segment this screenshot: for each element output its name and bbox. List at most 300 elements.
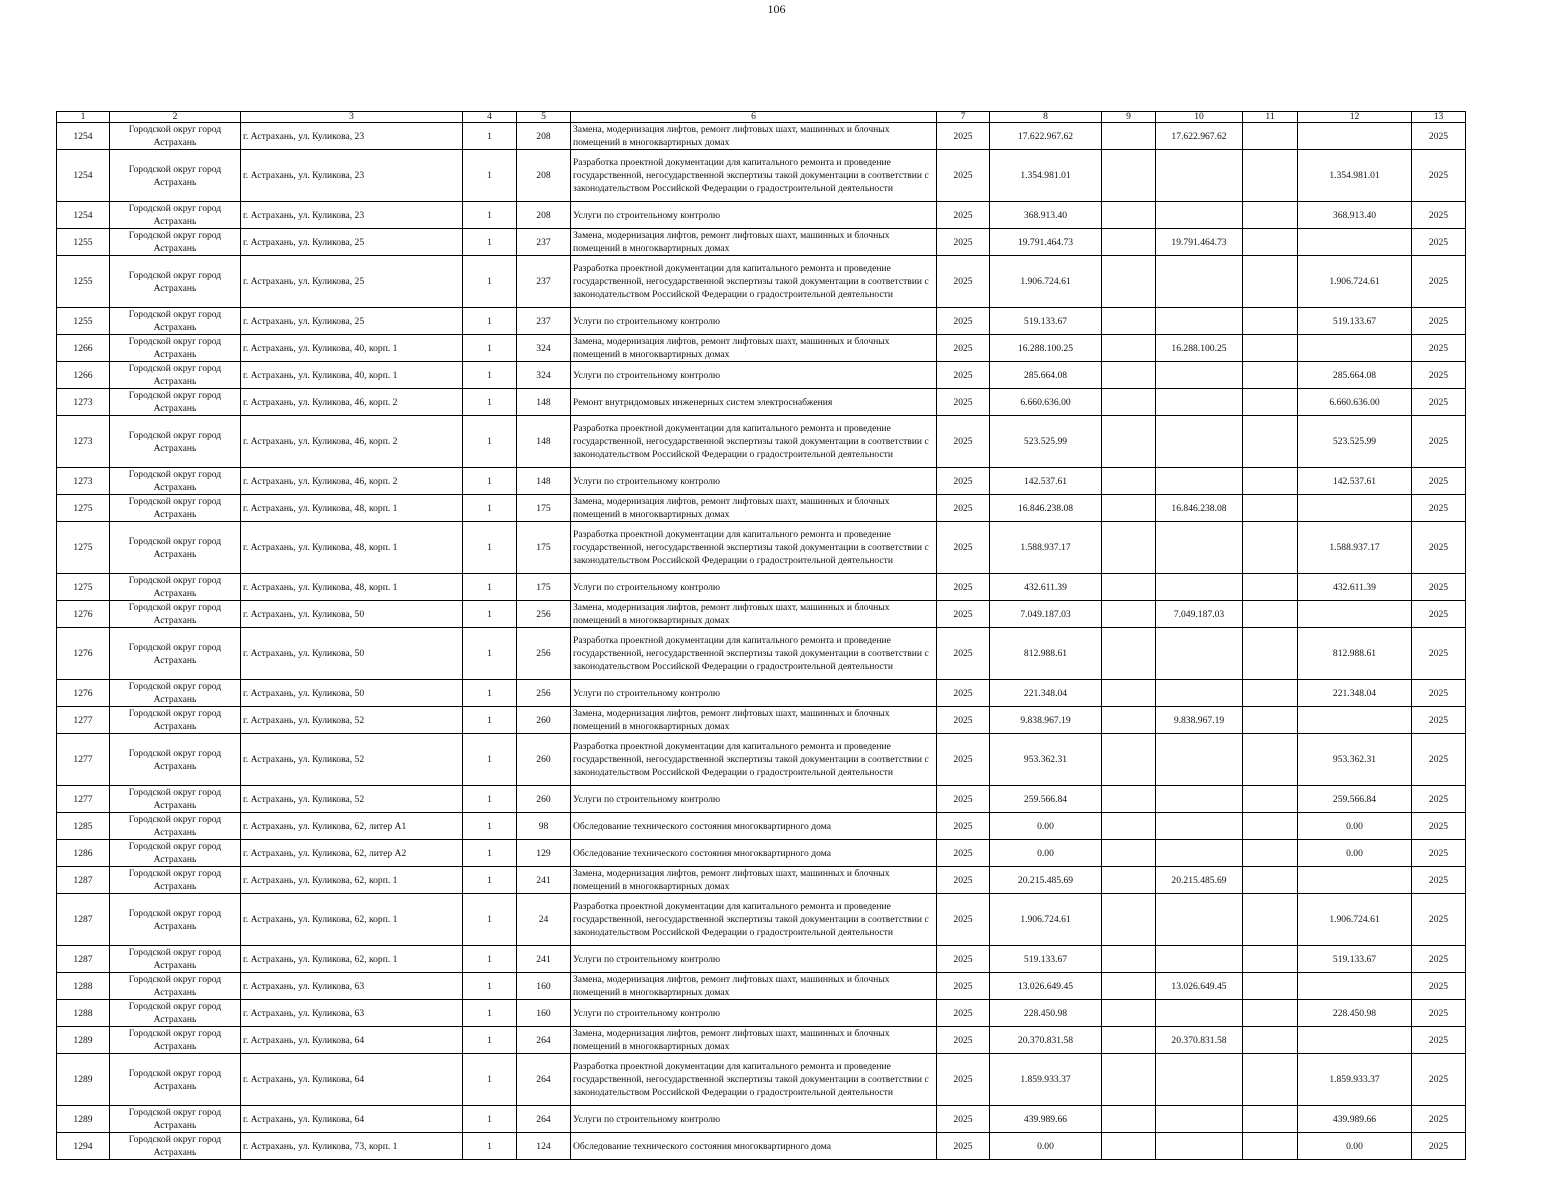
column-number-row [57, 112, 1466, 123]
col13-cell: 2025 [1412, 813, 1466, 840]
col5-cell: 160 [517, 973, 571, 1000]
col9-cell [1102, 335, 1156, 362]
col9-cell [1102, 522, 1156, 574]
table-row [57, 786, 1466, 813]
municipality-cell: Городской округ город Астрахань [110, 894, 241, 946]
address-cell: г. Астрахань, ул. Куликова, 50 [241, 601, 463, 628]
column-header: 13 [1412, 112, 1466, 123]
work-type-cell: Разработка проектной документации для капитального ремонта и проведение государственной, негосударственной экспертизы такой документации в соответствии с законодательством Российской Федерации о градостроительной деятельности [571, 150, 937, 202]
col4-cell: 1 [463, 1000, 517, 1027]
col10-cell: 16.846.238.08 [1156, 495, 1243, 522]
col13-cell: 2025 [1412, 256, 1466, 308]
work-type-cell: Обследование технического состояния многоквартирного дома [571, 840, 937, 867]
total-cost-cell: 432.611.39 [990, 574, 1102, 601]
col12-cell: 812.988.61 [1298, 628, 1412, 680]
work-type-cell: Услуги по строительному контролю [571, 946, 937, 973]
col11-cell [1243, 468, 1298, 495]
municipality-cell: Городской округ город Астрахань [110, 840, 241, 867]
year-cell: 2025 [937, 1027, 990, 1054]
col5-cell: 237 [517, 256, 571, 308]
col12-cell: 432.611.39 [1298, 574, 1412, 601]
col5-cell: 124 [517, 1133, 571, 1160]
row-id-cell: 1254 [57, 202, 110, 229]
year-cell: 2025 [937, 256, 990, 308]
col4-cell: 1 [463, 468, 517, 495]
address-cell: г. Астрахань, ул. Куликова, 73, корп. 1 [241, 1133, 463, 1160]
col11-cell [1243, 628, 1298, 680]
row-id-cell: 1287 [57, 894, 110, 946]
column-header: 8 [990, 112, 1102, 123]
col12-cell: 519.133.67 [1298, 946, 1412, 973]
year-cell: 2025 [937, 1133, 990, 1160]
address-cell: г. Астрахань, ул. Куликова, 50 [241, 628, 463, 680]
col11-cell [1243, 335, 1298, 362]
total-cost-cell: 20.215.485.69 [990, 867, 1102, 894]
year-cell: 2025 [937, 601, 990, 628]
year-cell: 2025 [937, 389, 990, 416]
total-cost-cell: 368.913.40 [990, 202, 1102, 229]
col10-cell [1156, 1054, 1243, 1106]
col9-cell [1102, 946, 1156, 973]
col12-cell: 228.450.98 [1298, 1000, 1412, 1027]
col13-cell: 2025 [1412, 202, 1466, 229]
total-cost-cell: 1.906.724.61 [990, 894, 1102, 946]
address-cell: г. Астрахань, ул. Куликова, 52 [241, 734, 463, 786]
row-id-cell: 1276 [57, 680, 110, 707]
table-row [57, 946, 1466, 973]
col12-cell: 221.348.04 [1298, 680, 1412, 707]
year-cell: 2025 [937, 308, 990, 335]
col9-cell [1102, 362, 1156, 389]
year-cell: 2025 [937, 335, 990, 362]
row-id-cell: 1289 [57, 1027, 110, 1054]
total-cost-cell: 17.622.967.62 [990, 123, 1102, 150]
col10-cell [1156, 680, 1243, 707]
col9-cell [1102, 1133, 1156, 1160]
address-cell: г. Астрахань, ул. Куликова, 46, корп. 2 [241, 389, 463, 416]
year-cell: 2025 [937, 229, 990, 256]
col11-cell [1243, 813, 1298, 840]
table-row [57, 813, 1466, 840]
col12-cell: 1.354.981.01 [1298, 150, 1412, 202]
col12-cell: 1.906.724.61 [1298, 894, 1412, 946]
address-cell: г. Астрахань, ул. Куликова, 48, корп. 1 [241, 495, 463, 522]
address-cell: г. Астрахань, ул. Куликова, 23 [241, 150, 463, 202]
total-cost-cell: 20.370.831.58 [990, 1027, 1102, 1054]
col12-cell: 953.362.31 [1298, 734, 1412, 786]
col10-cell: 16.288.100.25 [1156, 335, 1243, 362]
year-cell: 2025 [937, 734, 990, 786]
col4-cell: 1 [463, 389, 517, 416]
address-cell: г. Астрахань, ул. Куликова, 23 [241, 123, 463, 150]
address-cell: г. Астрахань, ул. Куликова, 46, корп. 2 [241, 468, 463, 495]
col10-cell [1156, 202, 1243, 229]
col9-cell [1102, 1054, 1156, 1106]
row-id-cell: 1275 [57, 574, 110, 601]
col11-cell [1243, 308, 1298, 335]
table-row [57, 308, 1466, 335]
col5-cell: 208 [517, 202, 571, 229]
municipality-cell: Городской округ город Астрахань [110, 522, 241, 574]
total-cost-cell: 6.660.636.00 [990, 389, 1102, 416]
col11-cell [1243, 522, 1298, 574]
col5-cell: 260 [517, 707, 571, 734]
page-number: 106 [767, 2, 786, 16]
col12-cell: 1.906.724.61 [1298, 256, 1412, 308]
table-row [57, 229, 1466, 256]
row-id-cell: 1294 [57, 1133, 110, 1160]
col5-cell: 264 [517, 1027, 571, 1054]
col4-cell: 1 [463, 416, 517, 468]
col10-cell [1156, 522, 1243, 574]
municipality-cell: Городской округ город Астрахань [110, 202, 241, 229]
col4-cell: 1 [463, 574, 517, 601]
col11-cell [1243, 1054, 1298, 1106]
col9-cell [1102, 1027, 1156, 1054]
col10-cell [1156, 362, 1243, 389]
col12-cell [1298, 495, 1412, 522]
work-type-cell: Замена, модернизация лифтов, ремонт лифтовых шахт, машинных и блочных помещений в многоквартирных домах [571, 601, 937, 628]
row-id-cell: 1287 [57, 867, 110, 894]
col10-cell: 20.370.831.58 [1156, 1027, 1243, 1054]
col5-cell: 324 [517, 335, 571, 362]
col12-cell [1298, 335, 1412, 362]
column-header: 10 [1156, 112, 1243, 123]
col4-cell: 1 [463, 680, 517, 707]
table-row [57, 150, 1466, 202]
col4-cell: 1 [463, 946, 517, 973]
row-id-cell: 1275 [57, 522, 110, 574]
work-type-cell: Замена, модернизация лифтов, ремонт лифтовых шахт, машинных и блочных помещений в многоквартирных домах [571, 1027, 937, 1054]
address-cell: г. Астрахань, ул. Куликова, 40, корп. 1 [241, 335, 463, 362]
col13-cell: 2025 [1412, 973, 1466, 1000]
municipality-cell: Городской округ город Астрахань [110, 1054, 241, 1106]
total-cost-cell: 439.989.66 [990, 1106, 1102, 1133]
work-type-cell: Замена, модернизация лифтов, ремонт лифтовых шахт, машинных и блочных помещений в многоквартирных домах [571, 123, 937, 150]
col10-cell: 13.026.649.45 [1156, 973, 1243, 1000]
total-cost-cell: 523.525.99 [990, 416, 1102, 468]
col10-cell [1156, 1133, 1243, 1160]
table-row [57, 601, 1466, 628]
col5-cell: 264 [517, 1054, 571, 1106]
col5-cell: 129 [517, 840, 571, 867]
address-cell: г. Астрахань, ул. Куликова, 23 [241, 202, 463, 229]
work-type-cell: Разработка проектной документации для капитального ремонта и проведение государственной, негосударственной экспертизы такой документации в соответствии с законодательством Российской Федерации о градостроительной деятельности [571, 256, 937, 308]
col5-cell: 148 [517, 468, 571, 495]
col4-cell: 1 [463, 495, 517, 522]
year-cell: 2025 [937, 867, 990, 894]
col4-cell: 1 [463, 1106, 517, 1133]
table-row [57, 840, 1466, 867]
row-id-cell: 1276 [57, 601, 110, 628]
col12-cell [1298, 1027, 1412, 1054]
col11-cell [1243, 680, 1298, 707]
col12-cell: 142.537.61 [1298, 468, 1412, 495]
col5-cell: 256 [517, 628, 571, 680]
row-id-cell: 1266 [57, 335, 110, 362]
column-header: 4 [463, 112, 517, 123]
col13-cell: 2025 [1412, 786, 1466, 813]
col11-cell [1243, 1106, 1298, 1133]
col9-cell [1102, 680, 1156, 707]
row-id-cell: 1254 [57, 150, 110, 202]
address-cell: г. Астрахань, ул. Куликова, 64 [241, 1054, 463, 1106]
col12-cell [1298, 229, 1412, 256]
table-row [57, 894, 1466, 946]
col13-cell: 2025 [1412, 1133, 1466, 1160]
table-row [57, 495, 1466, 522]
table-row [57, 680, 1466, 707]
address-cell: г. Астрахань, ул. Куликова, 64 [241, 1106, 463, 1133]
row-id-cell: 1273 [57, 416, 110, 468]
work-type-cell: Разработка проектной документации для капитального ремонта и проведение государственной, негосударственной экспертизы такой документации в соответствии с законодательством Российской Федерации о градостроительной деятельности [571, 522, 937, 574]
address-cell: г. Астрахань, ул. Куликова, 63 [241, 973, 463, 1000]
year-cell: 2025 [937, 894, 990, 946]
col12-cell: 0.00 [1298, 840, 1412, 867]
table-body [57, 123, 1466, 1160]
address-cell: г. Астрахань, ул. Куликова, 64 [241, 1027, 463, 1054]
row-id-cell: 1255 [57, 256, 110, 308]
municipality-cell: Городской округ город Астрахань [110, 1000, 241, 1027]
col4-cell: 1 [463, 1133, 517, 1160]
col11-cell [1243, 601, 1298, 628]
col5-cell: 256 [517, 601, 571, 628]
col9-cell [1102, 256, 1156, 308]
col11-cell [1243, 867, 1298, 894]
municipality-cell: Городской округ город Астрахань [110, 973, 241, 1000]
table-row [57, 734, 1466, 786]
col4-cell: 1 [463, 786, 517, 813]
col13-cell: 2025 [1412, 308, 1466, 335]
total-cost-cell: 812.988.61 [990, 628, 1102, 680]
municipality-cell: Городской округ город Астрахань [110, 229, 241, 256]
col10-cell: 9.838.967.19 [1156, 707, 1243, 734]
col4-cell: 1 [463, 867, 517, 894]
col13-cell: 2025 [1412, 522, 1466, 574]
row-id-cell: 1266 [57, 362, 110, 389]
row-id-cell: 1289 [57, 1106, 110, 1133]
col5-cell: 148 [517, 416, 571, 468]
municipality-cell: Городской округ город Астрахань [110, 707, 241, 734]
col10-cell [1156, 840, 1243, 867]
col13-cell: 2025 [1412, 867, 1466, 894]
row-id-cell: 1277 [57, 734, 110, 786]
col13-cell: 2025 [1412, 229, 1466, 256]
col9-cell [1102, 574, 1156, 601]
col12-cell: 6.660.636.00 [1298, 389, 1412, 416]
col12-cell: 1.588.937.17 [1298, 522, 1412, 574]
col10-cell [1156, 1106, 1243, 1133]
year-cell: 2025 [937, 202, 990, 229]
col10-cell: 20.215.485.69 [1156, 867, 1243, 894]
col9-cell [1102, 813, 1156, 840]
col12-cell: 0.00 [1298, 813, 1412, 840]
column-header: 6 [571, 112, 937, 123]
total-cost-cell: 0.00 [990, 1133, 1102, 1160]
col13-cell: 2025 [1412, 1027, 1466, 1054]
col10-cell [1156, 1000, 1243, 1027]
col4-cell: 1 [463, 202, 517, 229]
col10-cell [1156, 734, 1243, 786]
row-id-cell: 1275 [57, 495, 110, 522]
col5-cell: 264 [517, 1106, 571, 1133]
col5-cell: 24 [517, 894, 571, 946]
year-cell: 2025 [937, 574, 990, 601]
year-cell: 2025 [937, 946, 990, 973]
col10-cell [1156, 894, 1243, 946]
municipality-cell: Городской округ город Астрахань [110, 495, 241, 522]
col13-cell: 2025 [1412, 1106, 1466, 1133]
col12-cell [1298, 123, 1412, 150]
col10-cell: 19.791.464.73 [1156, 229, 1243, 256]
table-row [57, 867, 1466, 894]
year-cell: 2025 [937, 123, 990, 150]
total-cost-cell: 19.791.464.73 [990, 229, 1102, 256]
col11-cell [1243, 362, 1298, 389]
col12-cell: 259.566.84 [1298, 786, 1412, 813]
col11-cell [1243, 416, 1298, 468]
col5-cell: 208 [517, 123, 571, 150]
table-row [57, 522, 1466, 574]
table-row [57, 1133, 1466, 1160]
col13-cell: 2025 [1412, 628, 1466, 680]
col4-cell: 1 [463, 894, 517, 946]
col12-cell: 523.525.99 [1298, 416, 1412, 468]
municipality-cell: Городской округ город Астрахань [110, 256, 241, 308]
col10-cell: 17.622.967.62 [1156, 123, 1243, 150]
col4-cell: 1 [463, 256, 517, 308]
col13-cell: 2025 [1412, 416, 1466, 468]
row-id-cell: 1254 [57, 123, 110, 150]
col9-cell [1102, 786, 1156, 813]
row-id-cell: 1273 [57, 468, 110, 495]
table-row [57, 1106, 1466, 1133]
year-cell: 2025 [937, 840, 990, 867]
total-cost-cell: 16.846.238.08 [990, 495, 1102, 522]
table-row [57, 389, 1466, 416]
col10-cell [1156, 946, 1243, 973]
col11-cell [1243, 1000, 1298, 1027]
municipality-cell: Городской округ город Астрахань [110, 867, 241, 894]
address-cell: г. Астрахань, ул. Куликова, 46, корп. 2 [241, 416, 463, 468]
total-cost-cell: 228.450.98 [990, 1000, 1102, 1027]
col11-cell [1243, 150, 1298, 202]
total-cost-cell: 221.348.04 [990, 680, 1102, 707]
col9-cell [1102, 202, 1156, 229]
table-row [57, 256, 1466, 308]
col9-cell [1102, 707, 1156, 734]
year-cell: 2025 [937, 495, 990, 522]
col10-cell [1156, 468, 1243, 495]
col5-cell: 237 [517, 308, 571, 335]
year-cell: 2025 [937, 628, 990, 680]
total-cost-cell: 9.838.967.19 [990, 707, 1102, 734]
col4-cell: 1 [463, 1027, 517, 1054]
year-cell: 2025 [937, 416, 990, 468]
column-header: 7 [937, 112, 990, 123]
municipality-cell: Городской округ город Астрахань [110, 308, 241, 335]
row-id-cell: 1285 [57, 813, 110, 840]
col13-cell: 2025 [1412, 946, 1466, 973]
col10-cell [1156, 786, 1243, 813]
table-row [57, 1000, 1466, 1027]
col12-cell: 368.913.40 [1298, 202, 1412, 229]
address-cell: г. Астрахань, ул. Куликова, 62, корп. 1 [241, 867, 463, 894]
col13-cell: 2025 [1412, 389, 1466, 416]
work-type-cell: Разработка проектной документации для капитального ремонта и проведение государственной, негосударственной экспертизы такой документации в соответствии с законодательством Российской Федерации о градостроительной деятельности [571, 1054, 937, 1106]
col5-cell: 175 [517, 495, 571, 522]
col5-cell: 241 [517, 867, 571, 894]
col11-cell [1243, 707, 1298, 734]
work-type-cell: Замена, модернизация лифтов, ремонт лифтовых шахт, машинных и блочных помещений в многоквартирных домах [571, 973, 937, 1000]
work-type-cell: Услуги по строительному контролю [571, 680, 937, 707]
col5-cell: 241 [517, 946, 571, 973]
col12-cell: 285.664.08 [1298, 362, 1412, 389]
col12-cell: 519.133.67 [1298, 308, 1412, 335]
col4-cell: 1 [463, 973, 517, 1000]
municipality-cell: Городской округ город Астрахань [110, 574, 241, 601]
work-type-cell: Разработка проектной документации для капитального ремонта и проведение государственной, негосударственной экспертизы такой документации в соответствии с законодательством Российской Федерации о градостроительной деятельности [571, 628, 937, 680]
col12-cell: 0.00 [1298, 1133, 1412, 1160]
col12-cell: 439.989.66 [1298, 1106, 1412, 1133]
municipality-cell: Городской округ город Астрахань [110, 362, 241, 389]
col11-cell [1243, 256, 1298, 308]
total-cost-cell: 1.906.724.61 [990, 256, 1102, 308]
col13-cell: 2025 [1412, 840, 1466, 867]
work-type-cell: Разработка проектной документации для капитального ремонта и проведение государственной, негосударственной экспертизы такой документации в соответствии с законодательством Российской Федерации о градостроительной деятельности [571, 894, 937, 946]
col9-cell [1102, 840, 1156, 867]
col13-cell: 2025 [1412, 150, 1466, 202]
col13-cell: 2025 [1412, 680, 1466, 707]
col4-cell: 1 [463, 601, 517, 628]
col5-cell: 324 [517, 362, 571, 389]
row-id-cell: 1289 [57, 1054, 110, 1106]
total-cost-cell: 519.133.67 [990, 946, 1102, 973]
col4-cell: 1 [463, 150, 517, 202]
col11-cell [1243, 786, 1298, 813]
col4-cell: 1 [463, 628, 517, 680]
municipality-cell: Городской округ город Астрахань [110, 628, 241, 680]
work-type-cell: Услуги по строительному контролю [571, 468, 937, 495]
work-type-cell: Разработка проектной документации для капитального ремонта и проведение государственной, негосударственной экспертизы такой документации в соответствии с законодательством Российской Федерации о градостроительной деятельности [571, 416, 937, 468]
work-type-cell: Замена, модернизация лифтов, ремонт лифтовых шахт, машинных и блочных помещений в многоквартирных домах [571, 495, 937, 522]
col9-cell [1102, 468, 1156, 495]
col12-cell [1298, 867, 1412, 894]
address-cell: г. Астрахань, ул. Куликова, 25 [241, 308, 463, 335]
municipality-cell: Городской округ город Астрахань [110, 150, 241, 202]
total-cost-cell: 16.288.100.25 [990, 335, 1102, 362]
col10-cell [1156, 416, 1243, 468]
work-type-cell: Услуги по строительному контролю [571, 308, 937, 335]
col11-cell [1243, 574, 1298, 601]
table-row [57, 973, 1466, 1000]
col10-cell [1156, 256, 1243, 308]
row-id-cell: 1288 [57, 973, 110, 1000]
table-row [57, 1027, 1466, 1054]
col5-cell: 175 [517, 574, 571, 601]
municipality-cell: Городской округ город Астрахань [110, 680, 241, 707]
row-id-cell: 1287 [57, 946, 110, 973]
col5-cell: 260 [517, 786, 571, 813]
table-row [57, 416, 1466, 468]
col13-cell: 2025 [1412, 734, 1466, 786]
col4-cell: 1 [463, 707, 517, 734]
total-cost-cell: 953.362.31 [990, 734, 1102, 786]
col5-cell: 98 [517, 813, 571, 840]
work-type-cell: Замена, модернизация лифтов, ремонт лифтовых шахт, машинных и блочных помещений в многоквартирных домах [571, 335, 937, 362]
col10-cell [1156, 308, 1243, 335]
col11-cell [1243, 1027, 1298, 1054]
